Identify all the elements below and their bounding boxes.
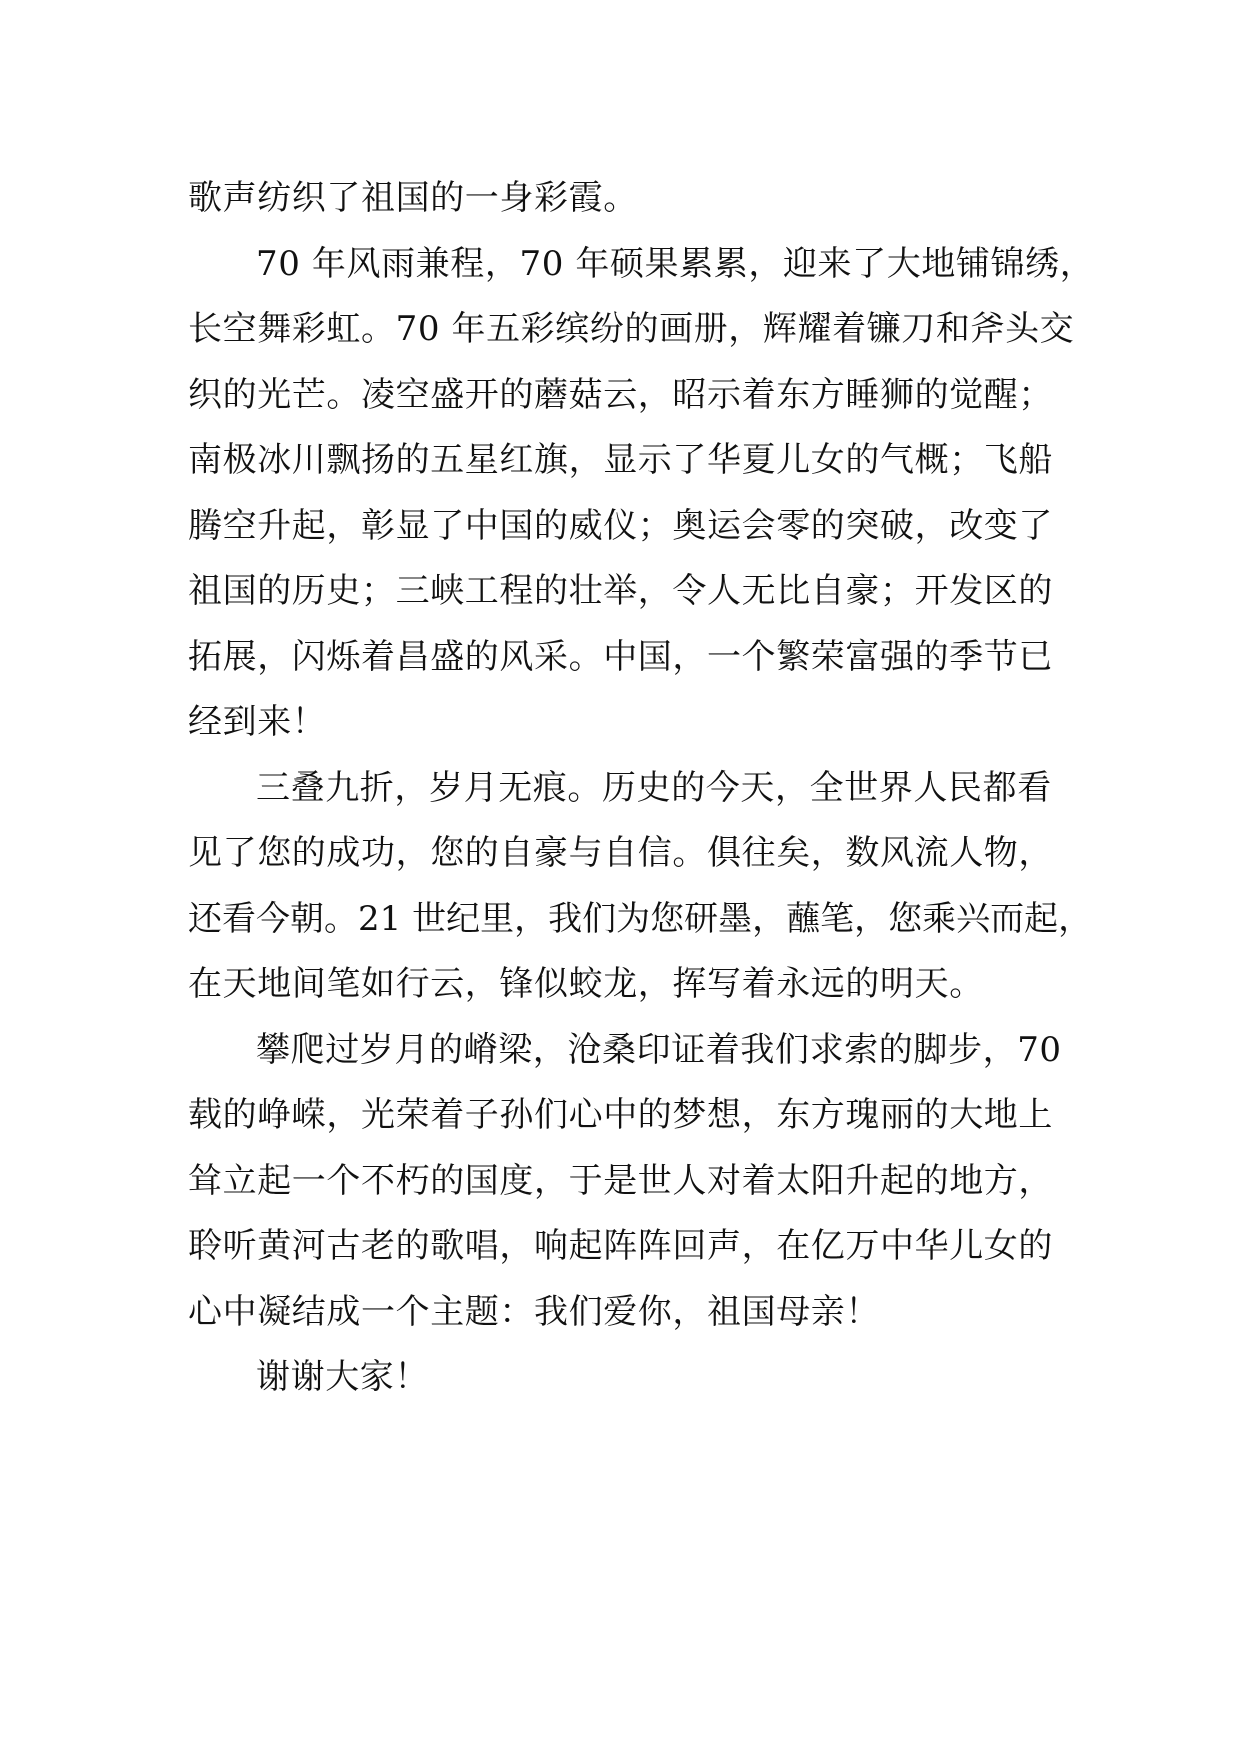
text-line: 载的峥嵘，光荣着子孙们心中的梦想，东方瑰丽的大地上	[188, 1095, 1053, 1135]
text-line: 织的光芒。凌空盛开的蘑菇云，昭示着东方睡狮的觉醒；	[188, 374, 1053, 415]
text-line: 耸立起一个不朽的国度，于是世人对着太阳升起的地方，	[188, 1160, 1053, 1201]
text-line: 聆听黄河古老的歌唱，响起阵阵回声，在亿万中华儿女的	[188, 1226, 1053, 1266]
text-line: 在天地间笔如行云，锋似蛟龙，挥写着永远的明天。	[188, 964, 984, 1004]
speech-body	[188, 166, 1095, 1411]
paragraph-start-line: 70 年风雨兼程，70 年硕果累累，迎来了大地铺锦绣，	[256, 243, 1095, 284]
text-line: 见了您的成功，您的自豪与自信。俱往矣，数风流人物，	[188, 833, 1053, 873]
text-line: 拓展，闪烁着昌盛的风采。中国，一个繁荣富强的季节已	[188, 636, 1053, 677]
text-line: 歌声纺织了祖国的一身彩霞。	[188, 178, 638, 218]
closing-line: 谢谢大家！	[256, 1357, 429, 1397]
text-line: 经到来！	[188, 702, 327, 742]
paragraph-start-line: 攀爬过岁月的嵴梁，沧桑印证着我们求索的脚步，70	[256, 1029, 1062, 1070]
text-line: 腾空升起，彰显了中国的威仪；奥运会零的突破，改变了	[188, 505, 1053, 546]
text-line: 南极冰川飘扬的五星红旗，显示了华夏儿女的气概；飞船	[188, 440, 1053, 480]
text-line: 心中凝结成一个主题：我们爱你，祖国母亲！	[188, 1291, 880, 1332]
paragraph-start-line: 三叠九折，岁月无痕。历史的今天，全世界人民都看	[256, 767, 1052, 808]
text-line: 长空舞彩虹。70 年五彩缤纷的画册，辉耀着镰刀和斧头交	[188, 309, 1075, 349]
text-line: 还看今朝。21 世纪里，我们为您研墨，蘸笔，您乘兴而起，	[188, 898, 1093, 939]
text-line: 祖国的历史；三峡工程的壮举，令人无比自豪；开发区的	[188, 571, 1053, 611]
